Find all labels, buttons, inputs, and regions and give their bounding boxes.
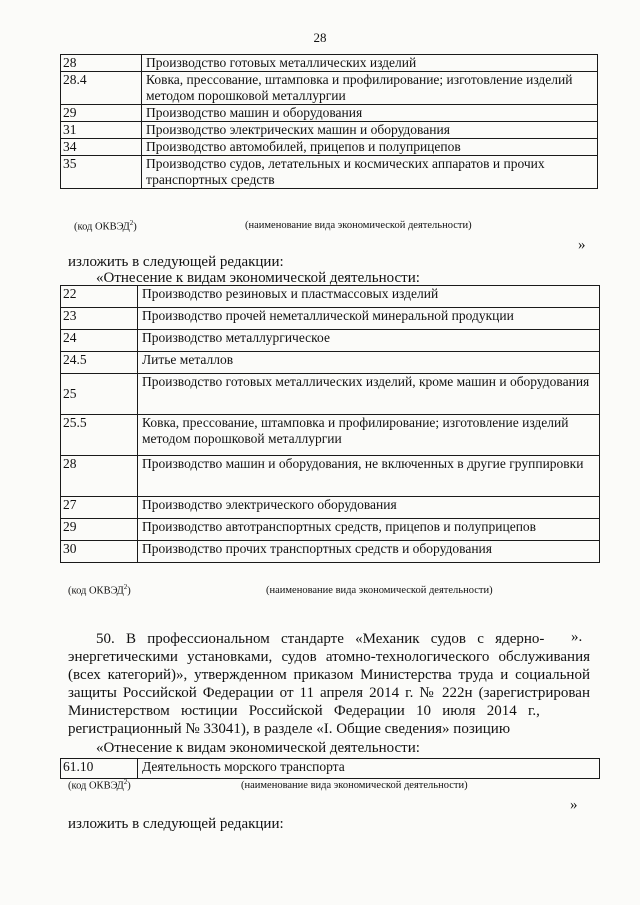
okved-code: 34: [61, 139, 142, 156]
table-row: [61, 456, 600, 497]
table-row: [61, 55, 598, 72]
activity-name: Производство прочей неметаллической минеральной продукции: [138, 308, 600, 330]
table-row: [61, 519, 600, 541]
edit-instruction: изложить в следующей редакции:: [68, 816, 284, 832]
okved-code: 24: [61, 330, 138, 352]
table-row: [61, 497, 600, 519]
okved-table-old: [60, 54, 598, 189]
okved-code: 28.4: [61, 72, 142, 105]
paragraph-50: [68, 630, 590, 738]
closing-quote: »: [578, 237, 586, 253]
caption-okved-code: (код ОКВЭД$^2$): [68, 583, 131, 597]
okved-code: 22: [61, 286, 138, 308]
paragraph-line: 50. В профессиональном стандарте «Механик судов с ядерно-: [96, 631, 545, 647]
activity-name: Производство машин и оборудования, не включенных в другие группировки: [138, 456, 600, 497]
table-row: [61, 156, 598, 189]
activity-name: Производство прочих транспортных средств и оборудования: [138, 541, 600, 563]
okved-code: 28: [61, 55, 142, 72]
paragraph-line: (всех категорий)», утвержденном приказом Министерства труда и социальной: [68, 667, 590, 683]
activity-name: Ковка, прессование, штамповка и профилирование; изготовление изделий методом порошковой металлургии: [142, 72, 598, 105]
okved-code: 61.10: [61, 759, 138, 779]
page-number: 28: [313, 30, 327, 45]
okved-code: 35: [61, 156, 142, 189]
activity-name: Производство готовых металлических изделий, кроме машин и оборудования: [138, 374, 600, 415]
okved-code: 24.5: [61, 352, 138, 374]
okved-code: 25: [61, 374, 138, 415]
okved-code: 29: [61, 105, 142, 122]
paragraph-line: регистрационный № 33041), в разделе «I. Общие сведения» позицию: [68, 721, 511, 737]
table-row: [61, 374, 600, 415]
activity-name: Производство резиновых и пластмассовых изделий: [138, 286, 600, 308]
paragraph-line: защиты Российской Федерации от 11 апреля 2014 г. № 222н (зарегистрирован: [68, 685, 590, 701]
activity-name: Ковка, прессование, штамповка и профилирование; изготовление изделий методом порошковой металлургии: [138, 415, 600, 456]
activity-name: Литье металлов: [138, 352, 600, 374]
okved-code: 30: [61, 541, 138, 563]
okved-table-position: [60, 758, 600, 779]
okved-code: 27: [61, 497, 138, 519]
table-row: [61, 541, 600, 563]
okved-code: 23: [61, 308, 138, 330]
relation-heading: «Отнесение к видам экономической деятельности:: [96, 740, 420, 756]
activity-name: Деятельность морского транспорта: [138, 759, 600, 779]
table-row: [61, 759, 600, 779]
activity-name: Производство электрического оборудования: [138, 497, 600, 519]
table-row: [61, 415, 600, 456]
table-row: [61, 139, 598, 156]
table-row: [61, 330, 600, 352]
closing-quote-period: ».: [571, 629, 583, 645]
okved-code: 28: [61, 456, 138, 497]
table-row: [61, 105, 598, 122]
edit-instruction: изложить в следующей редакции:: [68, 254, 284, 270]
closing-quote: »: [570, 797, 578, 813]
table-row: [61, 72, 598, 105]
okved-code: 25.5: [61, 415, 138, 456]
activity-name: Производство автомобилей, прицепов и полуприцепов: [142, 139, 598, 156]
caption-activity-name: (наименование вида экономической деятельности): [266, 585, 493, 596]
okved-table-new: [60, 285, 600, 563]
okved-code: 29: [61, 519, 138, 541]
activity-name: Производство металлургическое: [138, 330, 600, 352]
paragraph-line: энергетическими установками, судов атомно-технологического обслуживания: [68, 649, 590, 665]
table-row: [61, 308, 600, 330]
activity-name: Производство готовых металлических изделий: [142, 55, 598, 72]
activity-name: Производство судов, летательных и космических аппаратов и прочих транспортных средств: [142, 156, 598, 189]
caption-okved-code: (код ОКВЭД$^2$): [74, 219, 137, 233]
relation-heading: «Отнесение к видам экономической деятельности:: [96, 270, 420, 286]
table-row: [61, 352, 600, 374]
caption-activity-name: (наименование вида экономической деятельности): [241, 780, 468, 791]
activity-name: Производство автотранспортных средств, прицепов и полуприцепов: [138, 519, 600, 541]
activity-name: Производство машин и оборудования: [142, 105, 598, 122]
okved-code: 31: [61, 122, 142, 139]
table-row: [61, 122, 598, 139]
paragraph-line: Министерством юстиции Российской Федерации 10 июля 2014 г.,: [68, 703, 540, 719]
caption-activity-name: (наименование вида экономической деятельности): [245, 220, 472, 231]
caption-okved-code: (код ОКВЭД$^2$): [68, 778, 131, 792]
activity-name: Производство электрических машин и оборудования: [142, 122, 598, 139]
table-row: [61, 286, 600, 308]
